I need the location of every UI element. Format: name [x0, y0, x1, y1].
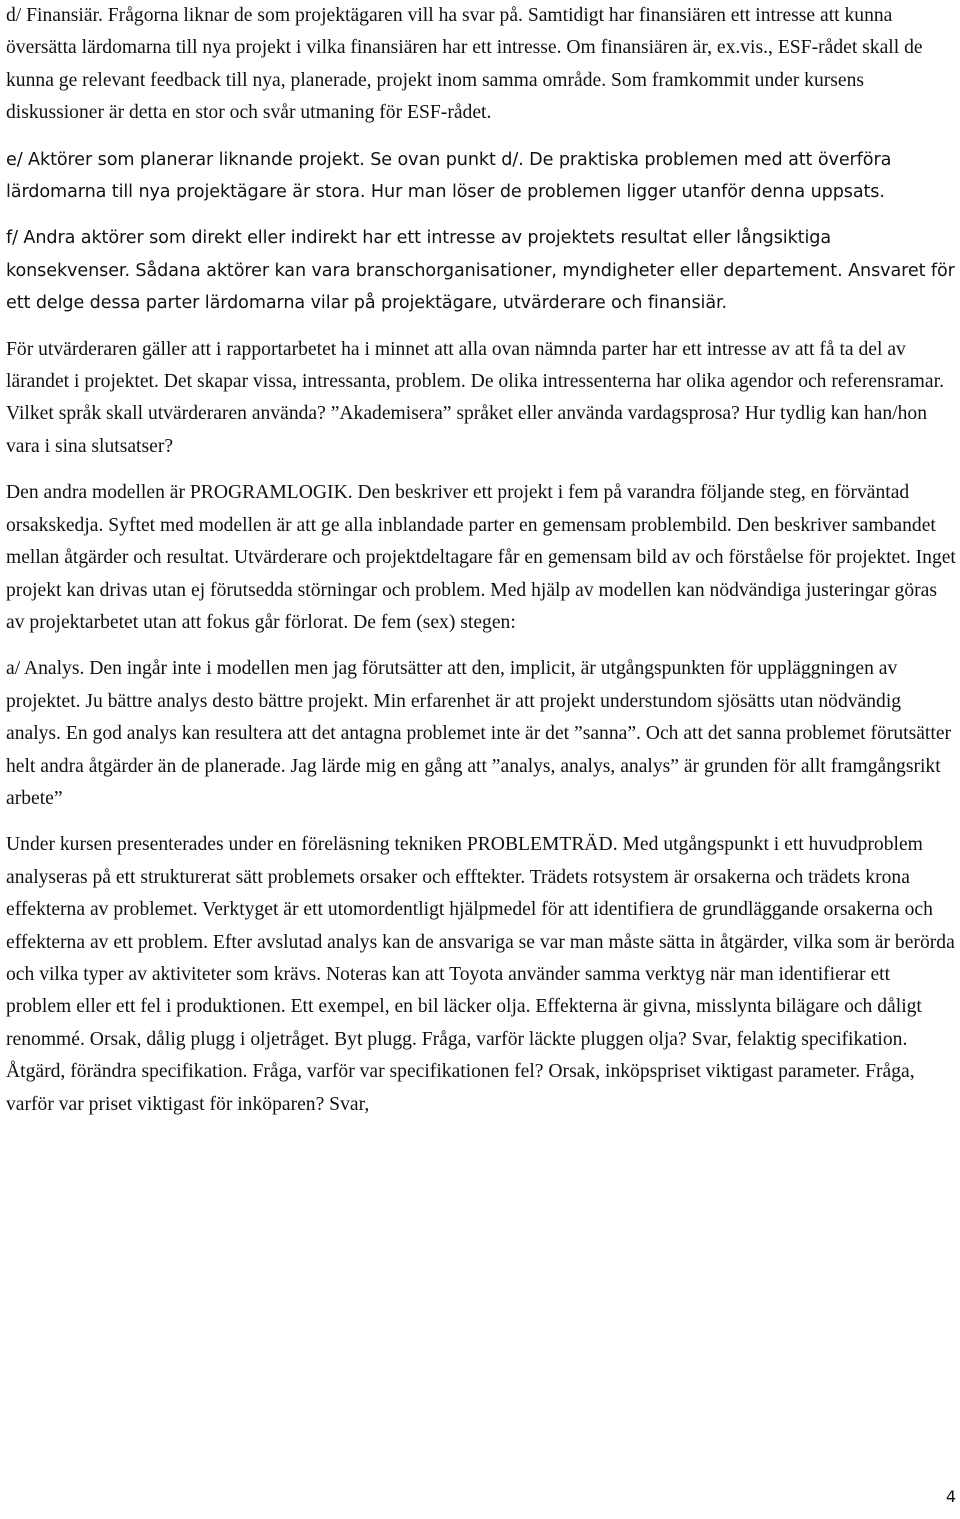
paragraph-evaluator: För utvärderaren gäller att i rapportarbetet ha i minnet att alla ovan nämnda parter har ett intresse av att få ta del av lärandet i projektet. Det skapar vissa, intressanta, problem. De olika intressenterna har olika agendor och referensramar. Vilket språk skall utvärderaren använda? ”Akademisera” språket eller använda vardagsprosa? Hur tydlig kan han/hon vara i sina slutsatser? [6, 338, 944, 457]
paragraph-gap [6, 639, 956, 653]
paragraph-d-financier: d/ Finansiär. Frågorna liknar de som projektägaren vill ha svar på. Samtidigt har finansiären ett intresse att kunna översätta lärdomarna till nya projekt i vilka finansiären har ett intresse. Om finansiären är, ex.vis., ESF-rådet skall de kunna ge relevant feedback till nya, planerade, projekt inom samma område. Som framkommit under kursens diskussioner är detta en stor och svår utmaning för ESF-rådet. [6, 5, 923, 124]
paragraph-f-other-actors: f/ Andra aktörer som direkt eller indirekt har ett intresse av projektets resultat eller långsiktiga konsekvenser. Sådana aktörer kan vara branschorganisationer, myndigheter eller departement. Ansvaret för ett delge dessa parter lärdomarna vilar på projektägare, utvärderare och finansiär. [6, 228, 955, 314]
paragraph-problem-tree: Under kursen presenterades under en föreläsning tekniken PROBLEMTRÄD. Med utgångspunkt i ett huvudproblem analyseras på ett strukturerat sätt problemets orsaker och efftekter. Trädets rotsystem är orsakerna och trädets krona effekterna av problemet. Verktyget är ett utomordentligt hjälpmedel för att identifiera de grundläggande orsakerna och effekterna av ett problem. Efter avslutad analys kan de ansvariga se var man måste sätta in åtgärder, vilka som är berörda och vilka typer av aktiviteter som krävs. Noteras kan att Toyota använder samma verktyg när man identifierar ett problem eller ett fel i produktionen. Ett exempel, en bil läcker olja. Effekterna är givna, misslynta bilägare och dåligt renommé. Orsak, dålig plugg i oljetråget. Byt plugg. Fråga, varför läckte pluggen olja? Svar, felaktig specifikation. Åtgärd, förändra specifikation. Fråga, varför var specifikationen fel? Orsak, inköpspriset viktigast parameter. Fråga, varför var priset viktigast för inköparen? Svar, [6, 834, 955, 1115]
paragraph-e-actors: e/ Aktörer som planerar liknande projekt. Se ovan punkt d/. De praktiska problemen med att överföra lärdomarna till nya projektägare är stora. Hur man löser de problemen ligger utanför denna uppsats. [6, 149, 892, 203]
page-number: 4 [945, 1487, 956, 1506]
paragraph-gap [6, 463, 956, 477]
paragraph-gap [6, 320, 956, 334]
document-page [6, 0, 956, 1121]
paragraph-a-analysis: a/ Analys. Den ingår inte i modellen men jag förutsätter att den, implicit, är utgångspunkten för uppläggningen av projektet. Ju bättre analys desto bättre projekt. Min erfarenhet är att projekt understundom sjösätts utan nödvändig analys. En god analys kan resultera att det antagna problemet inte är det ”sanna”. Och att det sanna problemet förutsätter helt andra åtgärder än de planerade. Jag lärde mig en gång att ”analys, analys, analys” är grunden för allt framgångsrikt arbete” [6, 658, 952, 809]
paragraph-gap [6, 130, 956, 144]
paragraph-gap [6, 815, 956, 829]
paragraph-program-logic: Den andra modellen är PROGRAMLOGIK. Den beskriver ett projekt i fem på varandra följande steg, en förväntad orsakskedja. Syftet med modellen är att ge alla inblandade parter en gemensam problembild. Den beskriver sambandet mellan åtgärder och resultat. Utvärderare och projektdeltagare får en gemensam bild av och förståelse för projektet. Inget projekt kan drivas utan ej förutsedda störningar och problem. Med hjälp av modellen kan nödvändiga justeringar göras av projektarbetet utan att fokus går förlorat. De fem (sex) stegen: [6, 482, 956, 633]
paragraph-gap [6, 208, 956, 222]
